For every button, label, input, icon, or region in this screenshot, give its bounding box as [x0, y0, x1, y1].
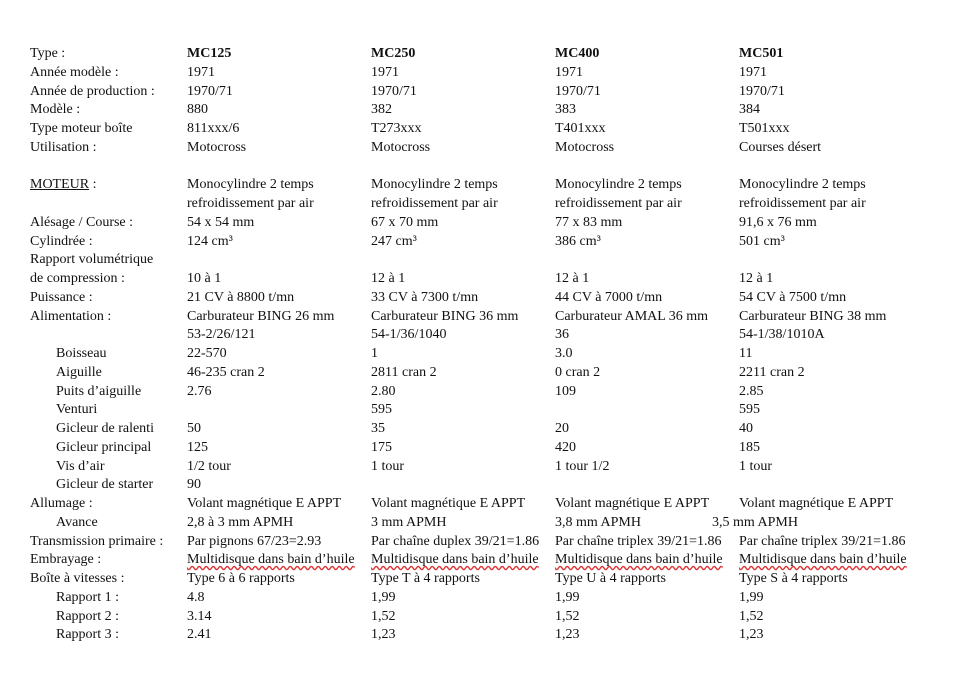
spec-row — [30, 514, 950, 533]
spec-row — [30, 345, 950, 364]
spec-value: 1970/71 — [187, 83, 233, 99]
spec-value: 1,52 — [555, 608, 580, 624]
spec-row — [30, 383, 950, 402]
spec-value: 1 tour 1/2 — [555, 458, 610, 474]
spec-value: 22-570 — [187, 346, 227, 361]
spec-value: 46-235 cran 2 — [187, 364, 265, 380]
spec-value: 3 mm APMH — [371, 514, 447, 530]
spec-value: 11 — [739, 346, 753, 361]
spec-row — [30, 83, 950, 102]
spec-value: 2.41 — [187, 627, 212, 643]
spec-value: Type S à 4 rapports — [739, 571, 848, 586]
spec-value: 77 x 83 mm — [555, 214, 623, 230]
row-label: Embrayage : — [30, 552, 102, 568]
spec-value: 109 — [555, 383, 576, 399]
spec-value: Type 6 à 6 rapports — [187, 571, 295, 586]
spec-value: 53-2/26/121 — [187, 327, 256, 343]
spec-value: 67 x 70 mm — [371, 214, 439, 230]
spec-value: 1 tour — [371, 458, 405, 474]
spec-value: 1,52 — [739, 608, 764, 624]
row-label — [30, 176, 97, 195]
row-label: Alésage / Course : — [30, 214, 134, 230]
row-label: Type : — [30, 46, 66, 61]
spec-value: 1,99 — [555, 589, 580, 605]
row-label: Puits d’aiguille — [56, 383, 142, 399]
section-heading-suffix: : — [89, 177, 97, 193]
spec-value: Volant magnétique E APPT — [739, 496, 894, 511]
spec-value: 54-1/36/1040 — [371, 327, 447, 343]
spec-row — [30, 589, 950, 608]
spec-value: 185 — [739, 439, 760, 455]
spec-value: Monocylindre 2 temps — [555, 177, 682, 193]
model-header: MC250 — [371, 46, 416, 61]
spec-value: 1,99 — [371, 589, 396, 605]
spec-value: 1,23 — [371, 627, 396, 643]
spec-value: 1971 — [555, 64, 583, 80]
row-label: de compression : — [30, 271, 125, 286]
spec-value: refroidissement par air — [739, 196, 866, 211]
spec-row — [30, 364, 950, 383]
spec-value: 0 cran 2 — [555, 364, 601, 380]
spec-value: 595 — [371, 402, 392, 418]
row-label: Année de production : — [30, 83, 155, 99]
spec-value: 1,52 — [371, 608, 396, 624]
spec-value: T501xxx — [739, 121, 790, 136]
spec-row — [30, 458, 950, 477]
spec-value: 1/2 tour — [187, 458, 231, 474]
spec-value: 3.14 — [187, 608, 212, 624]
spec-value: 2211 cran 2 — [739, 364, 805, 380]
spec-row — [30, 176, 950, 195]
spec-value: 3,8 mm APMH — [555, 514, 641, 530]
spec-value: 811xxx/6 — [187, 121, 240, 136]
spec-row — [30, 420, 950, 439]
row-label: Venturi — [56, 402, 98, 418]
row-label: Avance — [56, 514, 98, 530]
row-label: Vis d’air — [56, 458, 105, 474]
spec-row — [30, 533, 950, 552]
spec-value: 36 — [555, 327, 569, 343]
spec-value: 1 tour — [739, 458, 773, 474]
spec-value: 1,23 — [555, 627, 580, 643]
spec-value: Courses désert — [739, 139, 822, 155]
spec-value: Multidisque dans bain d’huile — [371, 552, 539, 568]
spec-value: 2811 cran 2 — [371, 364, 437, 380]
spec-value: 2.80 — [371, 383, 396, 399]
spec-value: refroidissement par air — [187, 196, 314, 211]
spec-value: Motocross — [187, 139, 247, 155]
spec-value: Par pignons 67/23=2.93 — [187, 533, 322, 549]
row-label: Rapport 1 : — [56, 589, 119, 605]
row-label: Allumage : — [30, 496, 93, 511]
spec-value: 1970/71 — [739, 83, 785, 99]
spec-value: Par chaîne duplex 39/21=1.86 — [371, 533, 540, 549]
model-header: MC400 — [555, 46, 600, 61]
spec-value: Monocylindre 2 temps — [371, 177, 498, 193]
spec-value: Volant magnétique E APPT — [187, 496, 342, 511]
spec-value: Carburateur BING 38 mm — [739, 308, 887, 324]
spec-value: Carburateur BING 36 mm — [371, 308, 519, 324]
spec-value: 54-1/38/1010A — [739, 327, 825, 343]
spec-value: 2.76 — [187, 383, 212, 399]
spec-value: 10 à 1 — [187, 271, 222, 286]
row-label: Gicleur de starter — [56, 477, 154, 493]
spec-value: 12 à 1 — [555, 271, 590, 286]
spec-value: Motocross — [371, 139, 431, 155]
row-label: Modèle : — [30, 102, 81, 118]
section-heading: MOTEUR — [30, 177, 90, 193]
spec-row — [30, 551, 950, 570]
spec-row — [30, 251, 950, 270]
spec-table — [30, 45, 950, 645]
spec-value: Motocross — [555, 139, 615, 155]
spec-value: 12 à 1 — [371, 271, 406, 286]
row-label: Rapport 3 : — [56, 627, 119, 643]
row-label: Année modèle : — [30, 64, 119, 80]
spec-value: 44 CV à 7000 t/mn — [555, 289, 663, 305]
row-label: Transmission primaire : — [30, 533, 164, 549]
spec-row — [30, 439, 950, 458]
model-header: MC125 — [187, 46, 232, 61]
spec-value: Monocylindre 2 temps — [739, 177, 866, 193]
spec-row — [30, 326, 950, 345]
row-label: Puissance : — [30, 289, 93, 305]
spec-value: 595 — [739, 402, 760, 418]
spec-row — [30, 233, 950, 252]
spec-value: 12 à 1 — [739, 271, 774, 286]
spec-value: 2.85 — [739, 383, 764, 399]
spec-value: 90 — [187, 477, 201, 493]
spec-value: T401xxx — [555, 121, 606, 136]
row-label: Gicleur principal — [56, 439, 152, 455]
spec-value: 124 cm³ — [187, 233, 233, 249]
row-label: Boisseau — [56, 346, 107, 361]
row-label: Rapport volumétrique — [30, 252, 154, 268]
spec-value: Multidisque dans bain d’huile — [739, 552, 907, 568]
spec-value: Monocylindre 2 temps — [187, 177, 314, 193]
spec-value: T273xxx — [371, 121, 422, 136]
spec-value: 4.8 — [187, 589, 205, 605]
spec-row — [30, 45, 950, 64]
spec-value: 1,99 — [739, 589, 764, 605]
spec-value: Carburateur AMAL 36 mm — [555, 308, 709, 324]
row-label: Rapport 2 : — [56, 608, 119, 624]
spec-row — [30, 195, 950, 214]
row-label: Cylindrée : — [30, 233, 93, 249]
spec-value: Carburateur BING 26 mm — [187, 308, 335, 324]
spec-value: Par chaîne triplex 39/21=1.86 — [739, 533, 906, 549]
spec-value: 382 — [371, 102, 392, 118]
spec-value: 2,8 à 3 mm APMH — [187, 514, 294, 530]
spec-row — [30, 214, 950, 233]
spec-value: Type U à 4 rapports — [555, 571, 666, 586]
spec-value: 35 — [371, 421, 385, 436]
spec-value: 386 cm³ — [555, 233, 601, 249]
spec-row — [30, 289, 950, 308]
spec-row — [30, 139, 950, 158]
spec-value: refroidissement par air — [371, 196, 498, 211]
spec-value: 50 — [187, 421, 201, 436]
spec-value: Multidisque dans bain d’huile — [555, 552, 723, 568]
spec-value: 501 cm³ — [739, 233, 785, 249]
spec-value: refroidissement par air — [555, 196, 682, 211]
spec-value: 3.0 — [555, 346, 573, 361]
spec-value: 1 — [371, 346, 378, 361]
spec-value: 420 — [555, 439, 576, 455]
spec-row — [30, 401, 950, 420]
spec-row — [30, 495, 950, 514]
row-label: Gicleur de ralenti — [56, 421, 154, 436]
row-label: Aiguille — [56, 364, 102, 380]
spec-row — [30, 626, 950, 645]
spec-value: 3,5 mm APMH — [712, 514, 798, 530]
spec-row — [30, 608, 950, 627]
spec-value: 54 x 54 mm — [187, 214, 255, 230]
spec-value: 40 — [739, 421, 753, 436]
spec-row — [30, 120, 950, 139]
spec-value: 33 CV à 7300 t/mn — [371, 289, 479, 305]
spec-row — [30, 101, 950, 120]
spec-value: 880 — [187, 102, 208, 118]
spec-value: 175 — [371, 439, 392, 455]
spec-row — [30, 158, 950, 177]
spec-value: 91,6 x 76 mm — [739, 214, 817, 230]
row-label: Type moteur boîte — [30, 121, 133, 136]
spec-value: Volant magnétique E APPT — [555, 496, 710, 511]
spec-value: 1970/71 — [555, 83, 601, 99]
spec-value: 54 CV à 7500 t/mn — [739, 289, 847, 305]
spec-value: Volant magnétique E APPT — [371, 496, 526, 511]
spec-value: 20 — [555, 421, 569, 436]
spec-value: 384 — [739, 102, 760, 118]
spec-value: 1971 — [739, 64, 767, 80]
row-label: Utilisation : — [30, 139, 97, 155]
spec-row — [30, 64, 950, 83]
row-label: Boîte à vitesses : — [30, 571, 125, 586]
spec-value: Multidisque dans bain d’huile — [187, 552, 355, 568]
spec-value: 383 — [555, 102, 576, 118]
spec-value: Type T à 4 rapports — [371, 571, 480, 586]
row-label: Alimentation : — [30, 308, 112, 324]
spec-row — [30, 570, 950, 589]
spec-value: Par chaîne triplex 39/21=1.86 — [555, 533, 722, 549]
spec-value: 247 cm³ — [371, 233, 417, 249]
spec-value: 125 — [187, 439, 208, 455]
spec-row — [30, 308, 950, 327]
spec-value: 1970/71 — [371, 83, 417, 99]
spec-value: 1,23 — [739, 627, 764, 643]
spec-value: 1971 — [371, 64, 399, 80]
spec-value: 1971 — [187, 64, 215, 80]
model-header: MC501 — [739, 46, 784, 61]
spec-value: 21 CV à 8800 t/mn — [187, 289, 295, 305]
spec-row — [30, 476, 950, 495]
spec-row — [30, 270, 950, 289]
